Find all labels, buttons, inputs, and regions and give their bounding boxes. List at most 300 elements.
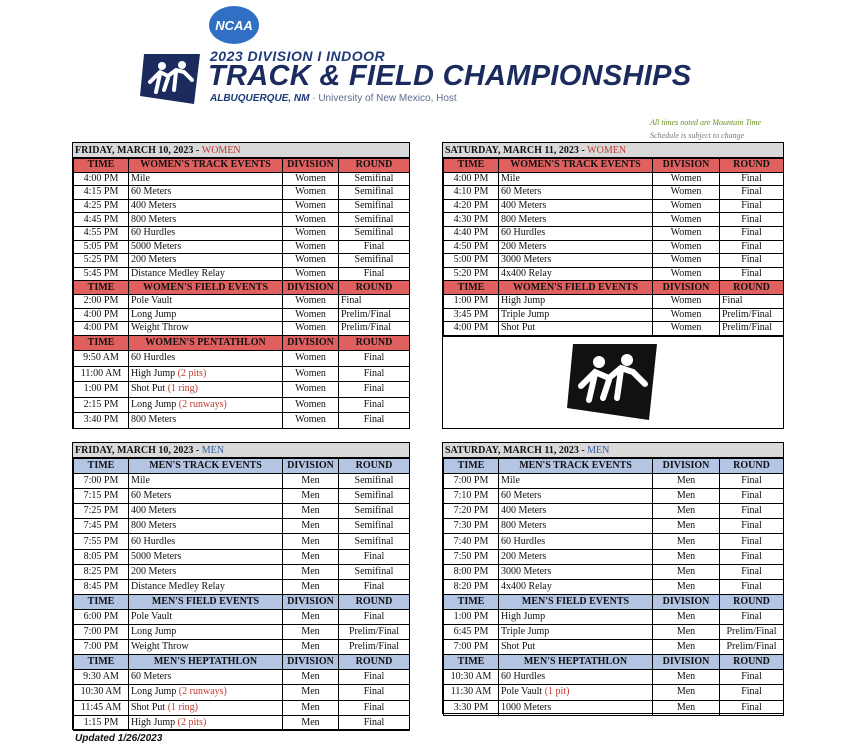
event-row [444,254,784,268]
event-row [74,640,410,655]
round-col-header: ROUND [720,594,784,609]
event-division: Women [653,308,720,322]
event-time: 7:00 PM [74,625,129,640]
event-round: Semifinal [339,489,410,504]
event-name [129,294,283,308]
event-note: (1 pit) [544,686,570,698]
event-division: Men [283,685,339,700]
event-name [499,186,653,200]
event-time: 3:40 PM [74,413,129,429]
event-division: Men [283,534,339,549]
event-row [74,534,410,549]
round-col-header: ROUND [339,655,410,670]
event-row [74,474,410,489]
event-time: 6:45 PM [444,625,499,640]
event-row [444,240,784,254]
event-time: 7:50 PM [444,549,499,564]
event-round: Final [720,294,784,308]
event-label: 60 Hurdles [131,227,176,239]
event-round: Final [339,413,410,429]
event-label: Long Jump [131,308,177,320]
event-name [129,700,283,715]
event-time: 6:00 PM [74,609,129,624]
event-round: Semifinal [339,213,410,227]
event-division: Men [283,700,339,715]
event-row [444,226,784,240]
event-note: (1 ring) [167,701,198,713]
event-division: Men [653,489,720,504]
section-title: WOMEN'S FIELD EVENTS [129,281,283,295]
page-title: TRACK & FIELD CHAMPIONSHIPS [208,60,692,92]
time-col-header: TIME [444,281,499,295]
event-time: 10:30 AM [444,670,499,685]
event-time: 9:50 AM [74,351,129,367]
event-row [74,226,410,240]
event-name [129,609,283,624]
event-round: Semifinal [339,186,410,200]
event-label: Distance Medley Relay [131,580,225,592]
time-col-header: TIME [74,335,129,351]
event-division: Women [283,240,339,254]
event-time: 2:00 PM [74,294,129,308]
section-header [444,459,784,474]
event-round: Final [339,397,410,413]
event-label: 60 Hurdles [501,535,546,547]
event-name [499,700,653,715]
event-row [74,519,410,534]
event-row [74,625,410,640]
event-time: 5:00 PM [444,254,499,268]
event-division: Men [283,474,339,489]
event-time: 8:25 PM [74,564,129,579]
saturday-men-schedule [442,442,784,714]
day-date: SATURDAY, MARCH 11, 2023 - [445,145,588,156]
event-round: Prelim/Final [720,308,784,322]
day-header [443,143,783,158]
event-label: 60 Meters [131,186,172,198]
event-time: 5:05 PM [74,240,129,254]
day-header [73,143,409,158]
event-row [74,308,410,322]
round-col-header: ROUND [339,459,410,474]
event-round: Final [339,240,410,254]
event-division: Men [653,700,720,715]
section-title: MEN'S FIELD EVENTS [499,594,653,609]
event-time: 7:45 PM [74,519,129,534]
event-division: Women [653,172,720,186]
event-label: 4x400 Relay [501,580,552,592]
division-col-header: DIVISION [283,594,339,609]
event-division: Women [283,186,339,200]
event-round: Prelim/Final [339,625,410,640]
event-label: Weight Throw [131,322,189,334]
section-header [74,281,410,295]
event-round: Semifinal [339,199,410,213]
event-label: 5000 Meters [131,550,182,562]
event-name [499,609,653,624]
event-round: Final [720,199,784,213]
event-time: 4:15 PM [74,186,129,200]
event-time: 4:30 PM [444,213,499,227]
event-division: Men [653,474,720,489]
day-division: MEN [201,445,224,456]
event-label: 400 Meters [131,200,177,212]
event-row [444,519,784,534]
event-time: 7:00 PM [74,640,129,655]
track-runners-logo-icon [140,52,202,106]
day-division: WOMEN [201,145,241,156]
event-label: 60 Hurdles [501,227,546,239]
event-round: Final [720,700,784,715]
event-row [74,579,410,594]
event-division: Women [283,172,339,186]
event-name [129,308,283,322]
event-time: 7:00 PM [444,640,499,655]
event-division: Women [653,322,720,336]
event-division: Men [653,549,720,564]
event-label: Long Jump [131,626,177,638]
event-label: Long Jump [131,398,179,410]
championship-logo [443,336,783,428]
event-round: Final [720,186,784,200]
event-round: Final [339,685,410,700]
event-division: Women [283,397,339,413]
event-round: Final [339,670,410,685]
event-time: 7:15 PM [74,489,129,504]
event-row [74,240,410,254]
event-division: Women [283,366,339,382]
event-row [74,322,410,336]
event-row [74,670,410,685]
event-round: Semifinal [339,254,410,268]
event-label: 800 Meters [131,414,177,426]
event-note: (2 pits) [177,716,207,728]
division-col-header: DIVISION [283,335,339,351]
event-label: Shot Put [131,701,168,713]
event-time: 3:30 PM [444,700,499,715]
event-row [444,625,784,640]
division-col-header: DIVISION [283,655,339,670]
event-row [444,564,784,579]
event-label: Distance Medley Relay [131,268,225,280]
event-time: 4:25 PM [74,199,129,213]
event-name [129,474,283,489]
division-col-header: DIVISION [653,281,720,295]
event-row [444,267,784,281]
event-round: Semifinal [339,564,410,579]
event-label: Pole Vault [501,686,545,698]
event-division: Women [653,226,720,240]
friday-women-schedule [72,142,410,429]
schedule-table [443,158,784,336]
event-round: Final [720,670,784,685]
event-row [444,213,784,227]
event-row [444,489,784,504]
section-header [74,159,410,173]
time-col-header: TIME [74,655,129,670]
round-col-header: ROUND [720,655,784,670]
event-round: Final [720,504,784,519]
event-division: Men [653,685,720,700]
section-title: MEN'S HEPTATHLON [499,655,653,670]
event-label: High Jump [131,716,178,728]
event-time: 7:00 PM [444,474,499,489]
event-time: 4:00 PM [444,172,499,186]
event-time: 4:55 PM [74,226,129,240]
event-time: 4:20 PM [444,199,499,213]
event-time: 5:25 PM [74,254,129,268]
event-time: 1:00 PM [444,609,499,624]
event-division: Women [283,351,339,367]
friday-men-schedule [72,442,410,730]
event-time: 7:30 PM [444,519,499,534]
division-col-header: DIVISION [653,159,720,173]
event-row [444,504,784,519]
event-name [129,504,283,519]
event-division: Men [283,670,339,685]
event-time: 9:30 AM [74,670,129,685]
event-name [499,549,653,564]
event-division: Women [653,254,720,268]
event-label: Shot Put [501,641,536,653]
event-row [74,267,410,281]
event-label: 200 Meters [131,254,177,266]
event-row [444,534,784,549]
event-row [74,397,410,413]
event-time: 4:45 PM [74,213,129,227]
event-division: Women [653,294,720,308]
event-round: Final [720,549,784,564]
event-row [444,322,784,336]
event-round: Final [720,564,784,579]
event-time: 4:50 PM [444,240,499,254]
event-row [444,700,784,715]
event-time: 2:15 PM [74,397,129,413]
event-row [444,640,784,655]
event-name [129,489,283,504]
event-label: Mile [131,475,150,487]
event-round: Final [720,213,784,227]
event-round: Semifinal [339,519,410,534]
event-time: 4:00 PM [74,308,129,322]
event-round: Prelim/Final [339,308,410,322]
event-name [129,322,283,336]
event-name [499,172,653,186]
event-time: 7:25 PM [74,504,129,519]
event-label: Weight Throw [131,641,189,653]
event-row [444,294,784,308]
event-name [129,715,283,730]
division-col-header: DIVISION [653,594,720,609]
event-division: Men [653,579,720,594]
event-name [499,640,653,655]
event-division: Men [283,640,339,655]
division-col-header: DIVISION [283,459,339,474]
event-division: Women [283,213,339,227]
event-round: Prelim/Final [720,640,784,655]
event-time: 7:40 PM [444,534,499,549]
event-row [444,670,784,685]
event-note: (2 runways) [178,398,227,410]
event-label: 200 Meters [131,565,177,577]
event-time: 4:40 PM [444,226,499,240]
event-division: Men [653,519,720,534]
event-name [129,226,283,240]
event-row [74,413,410,429]
event-name [129,625,283,640]
event-row [444,549,784,564]
event-label: 5000 Meters [131,240,182,252]
event-label: High Jump [501,295,546,307]
event-label: 60 Hurdles [131,535,176,547]
event-label: Mile [501,475,520,487]
event-name [129,254,283,268]
section-header [444,655,784,670]
event-row [444,474,784,489]
event-label: 3000 Meters [501,565,552,577]
event-label: 800 Meters [501,213,547,225]
event-round: Final [339,609,410,624]
event-division: Men [283,564,339,579]
event-round: Final [720,172,784,186]
event-round: Final [720,519,784,534]
event-note: (2 runways) [178,686,227,698]
schedule-note: Schedule is subject to change [650,131,745,140]
event-time: 10:30 AM [74,685,129,700]
event-row [74,504,410,519]
ncaa-logo: NCAA [209,6,259,44]
event-label: 800 Meters [131,520,177,532]
schedule-table [73,158,410,429]
event-division: Men [653,504,720,519]
event-name [499,474,653,489]
event-time: 4:00 PM [74,322,129,336]
event-name [129,351,283,367]
event-division: Men [283,519,339,534]
event-name [499,226,653,240]
event-round: Final [339,382,410,398]
section-title: WOMEN'S TRACK EVENTS [129,159,283,173]
event-round: Semifinal [339,474,410,489]
event-round: Final [720,609,784,624]
event-round: Final [339,351,410,367]
timezone-note: All times noted are Mountain Time [650,118,762,127]
event-name [499,625,653,640]
event-name [129,213,283,227]
event-division: Women [283,254,339,268]
event-row [74,715,410,730]
event-round: Semifinal [339,172,410,186]
event-name [129,382,283,398]
section-title: MEN'S HEPTATHLON [129,655,283,670]
event-round: Final [720,226,784,240]
event-round: Final [339,366,410,382]
event-division: Men [653,564,720,579]
event-label: Triple Jump [501,308,550,320]
time-col-header: TIME [74,281,129,295]
event-label: 60 Hurdles [131,352,176,364]
event-time: 7:00 PM [74,474,129,489]
event-name [499,564,653,579]
event-name [129,564,283,579]
event-time: 8:00 PM [444,564,499,579]
event-note: (1 ring) [167,383,198,395]
event-label: 200 Meters [501,240,547,252]
event-row [74,382,410,398]
event-row [74,351,410,367]
event-time: 4:00 PM [74,172,129,186]
event-row [74,549,410,564]
event-row [74,172,410,186]
event-round: Prelim/Final [720,625,784,640]
event-division: Men [283,489,339,504]
section-title: WOMEN'S PENTATHLON [129,335,283,351]
event-label: High Jump [131,367,178,379]
event-name [499,504,653,519]
event-time: 11:30 AM [444,685,499,700]
event-time: 5:45 PM [74,267,129,281]
event-name [499,267,653,281]
event-division: Women [283,294,339,308]
event-round: Final [339,579,410,594]
day-date: FRIDAY, MARCH 10, 2023 - [75,145,202,156]
event-division: Men [283,579,339,594]
round-col-header: ROUND [339,281,410,295]
day-date: SATURDAY, MARCH 11, 2023 - [445,445,588,456]
event-row [444,172,784,186]
event-name [129,670,283,685]
event-round: Final [720,240,784,254]
section-header [444,281,784,295]
event-round: Prelim/Final [720,322,784,336]
event-round: Final [720,685,784,700]
day-division: WOMEN [587,145,627,156]
event-name [499,308,653,322]
event-division: Men [653,625,720,640]
division-col-header: DIVISION [283,159,339,173]
event-time: 3:45 PM [444,308,499,322]
event-label: Long Jump [131,686,179,698]
event-name [129,172,283,186]
event-row [444,579,784,594]
event-name [499,240,653,254]
round-col-header: ROUND [720,159,784,173]
event-division: Men [283,609,339,624]
day-date: FRIDAY, MARCH 10, 2023 - [75,445,202,456]
event-name [129,267,283,281]
event-round: Final [339,549,410,564]
event-name [129,549,283,564]
section-title: MEN'S FIELD EVENTS [129,594,283,609]
time-col-header: TIME [444,594,499,609]
round-col-header: ROUND [339,335,410,351]
event-time: 1:00 PM [444,294,499,308]
event-label: 400 Meters [131,505,177,517]
event-row [74,564,410,579]
event-label: 400 Meters [501,200,547,212]
event-round: Final [339,715,410,730]
event-name [129,366,283,382]
event-division: Men [283,625,339,640]
event-round: Final [720,474,784,489]
time-col-header: TIME [74,594,129,609]
event-division: Women [283,413,339,429]
event-round: Final [720,534,784,549]
division-col-header: DIVISION [653,459,720,474]
event-time: 8:05 PM [74,549,129,564]
event-time: 11:45 AM [74,700,129,715]
event-name [129,186,283,200]
